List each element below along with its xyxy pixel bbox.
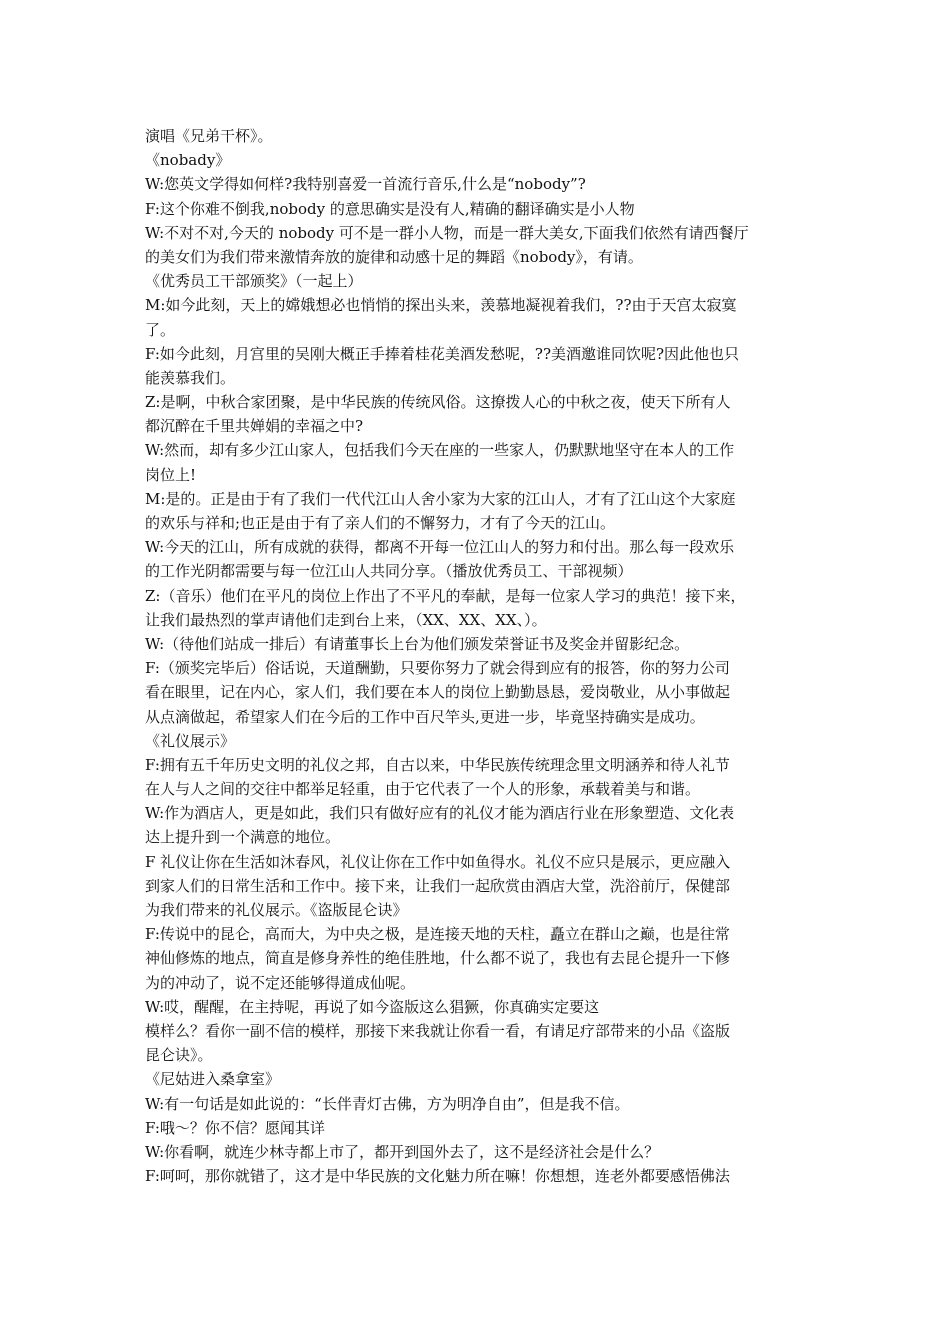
text-line: 能羡慕我们。 [145,368,236,387]
document-body [145,124,815,1188]
text-line: 昆仑诀》。 [145,1046,213,1065]
text-line: 的美女们为我们带来激情奔放的旋律和动感十足的舞蹈《nobody》，有请。 [145,247,643,266]
text-line: W:然而，却有多少江山家人，包括我们今天在座的一些家人，仍默默地坚守在本人的工作 [145,441,735,460]
text-line: W:（待他们站成一排后）有请董事长上台为他们颁发荣誉证书及奖金并留影纪念。 [145,634,690,653]
text-line: 《nobady》 [145,151,231,170]
text-line: W:不对不对,今天的 nobody 可不是一群小人物，而是一群大美女,下面我们依然有请西餐厅 [145,223,749,242]
text-line: W:您英文学得如何样?我特别喜爱一首流行音乐,什么是“nobody”? [145,175,586,194]
text-line: 达上提升到一个满意的地位。 [145,828,341,847]
text-line: 让我们最热烈的掌声请他们走到台上来，（XX、XX、XX、）。 [145,610,547,629]
text-line: 模样么？看你一副不信的模样，那接下来我就让你看一看，有请足疗部带来的小品《盗版 [145,1021,731,1040]
text-line: 演唱《兄弟干杯》。 [145,127,273,145]
text-line: 看在眼里，记在内心，家人们，我们要在本人的岗位上勤勤恳恳，爱岗敬业，从小事做起 [145,683,731,702]
text-line: F:拥有五千年历史文明的礼仪之邦，自古以来，中华民族传统理念里文明涵养和待人礼节 [145,755,730,774]
text-line: F 礼仪让你在生活如沐春风，礼仪让你在工作中如鱼得水。礼仪不应只是展示，更应融入 [145,852,731,871]
text-line: 从点滴做起，希望家人们在今后的工作中百尺竿头,更进一步，毕竟坚持确实是成功。 [145,707,705,726]
text-line: F:这个你难不倒我,nobody 的意思确实是没有人,精确的翻译确实是小人物 [145,199,635,218]
text-line: W:今天的江山，所有成就的获得，都离不开每一位江山人的努力和付出。那么每一段欢乐 [145,538,735,557]
text-line: 的工作光阴都需要与每一位江山人共同分享。（播放优秀员工、干部视频） [145,562,633,581]
text-line: 《尼姑进入桑拿室》 [145,1070,281,1089]
text-line: W:作为酒店人，更是如此，我们只有做好应有的礼仪才能为酒店行业在形象塑造、文化表 [145,804,735,823]
text-line: 为我们带来的礼仪展示。《盗版昆仑诀》 [145,901,408,919]
text-line: Z:（音乐）他们在平凡的岗位上作出了不平凡的奉献，是每一位家人学习的典范！接下来， [145,586,746,605]
text-line: Z:是啊，中秋合家团聚，是中华民族的传统风俗。这撩拨人心的中秋之夜，使天下所有人 [145,393,731,412]
text-line: F:如今此刻，月宫里的吴刚大概正手捧着桂花美酒发愁呢，??美酒邀谁同饮呢?因此他也只 [145,344,740,363]
text-line: W:你看啊，就连少林寺都上市了，都开到国外去了，这不是经济社会是什么？ [145,1142,660,1161]
text-line: 在人与人之间的交往中都举足轻重，由于它代表了一个人的形象，承载着美与和谐。 [145,780,701,799]
text-line: 的欢乐与祥和;也正是由于有了亲人们的不懈努力，才有了今天的江山。 [145,514,616,532]
text-line: 岗位上! [145,465,197,484]
text-line: 都沉醉在千里共婵娟的幸福之中? [145,417,364,436]
text-line: W:哎，醒醒，在主持呢，再说了如今盗版这么猖獗，你真确实定要这 [145,997,600,1016]
text-line: 神仙修炼的地点，简直是修身养性的绝佳胜地，什么都不说了，我也有去昆仑提升一下修 [145,949,731,968]
text-line: 为的冲动了，说不定还能够得道成仙呢。 [145,973,416,992]
text-line: M:是的。正是由于有了我们一代代江山人舍小家为大家的江山人，才有了江山这个大家庭 [145,489,736,508]
text-line: F:呵呵，那你就错了，这才是中华民族的文化魅力所在嘛！你想想，连老外都要感悟佛法 [145,1167,730,1186]
text-line: 到家人们的日常生活和工作中。接下来，让我们一起欣赏由酒店大堂，洗浴前厅，保健部 [145,876,731,895]
text-line: F:哦～？你不信？愿闻其详 [145,1118,325,1137]
text-line: 《优秀员工干部颁奖》（一起上） [145,272,363,291]
text-line: F:（颁奖完毕后）俗话说，天道酬勤，只要你努力了就会得到应有的报答，你的努力公司 [145,659,730,678]
text-line: W:有一句话是如此说的：“长伴青灯古佛，方为明净自由”，但是我不信。 [145,1094,630,1113]
text-line: F:传说中的昆仑，高而大，为中央之极，是连接天地的天柱，矗立在群山之巅，也是往常 [145,925,730,944]
text-line: 《礼仪展示》 [145,731,236,750]
text-line: 了。 [145,320,176,339]
text-line: M:如今此刻，天上的嫦娥想必也悄悄的探出头来，羡慕地凝视着我们，??由于天宫太寂寞 [145,296,737,315]
